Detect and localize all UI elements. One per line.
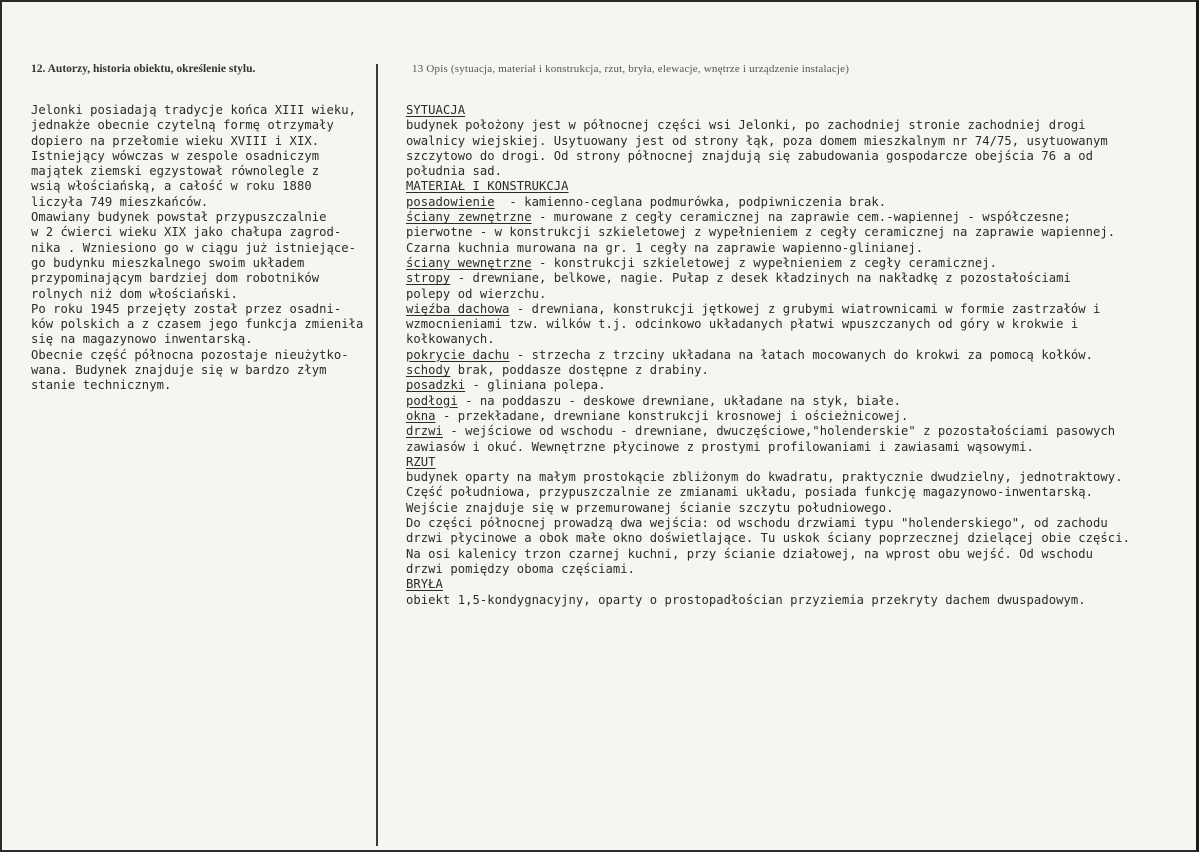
history-line: Po roku 1945 przejęty został przez osadni- bbox=[31, 301, 342, 316]
history-line: nika . Wzniesiono go w ciągu już istniejące- bbox=[31, 240, 357, 255]
section-12-header: 12. Autorzy, historia obiektu, określenie stylu. bbox=[31, 63, 256, 75]
history-line: Obecnie część północna pozostaje nieużytko- bbox=[31, 347, 349, 362]
description-line bbox=[406, 118, 1196, 133]
history-line: liczyła 749 mieszkańców. bbox=[31, 194, 209, 209]
history-line: ków polskich a z czasem jego funkcja zmieniła bbox=[31, 317, 364, 332]
description-text: - strzecha z trzciny układana na łatach mocowanych do krokwi za pomocą kołków. bbox=[509, 347, 1094, 362]
history-line: majątek ziemski egzystował równolegle z bbox=[31, 164, 320, 179]
description-line bbox=[406, 378, 1196, 393]
description-text: - drewniane, belkowe, nagie. Pułap z desek kładzinych na nakładkę z pozostałościami bbox=[450, 271, 1071, 286]
description-text: zawiasów i okuć. Wewnętrzne płycinowe z prostymi profilowaniami i zawiasami wąsowymi. bbox=[406, 439, 1034, 454]
description-line bbox=[406, 440, 1196, 455]
description-line bbox=[406, 424, 1196, 439]
history-line: go budynku mieszkalnego swoim układem bbox=[31, 255, 305, 270]
section-term: posadzki bbox=[406, 378, 466, 393]
history-line: Omawiany budynek powstał przypuszczalnie bbox=[31, 210, 327, 225]
description-line bbox=[406, 271, 1196, 286]
description-line bbox=[406, 287, 1196, 302]
description-text: - konstrukcji szkieletowej z wypełnieniem z cegły ceramicznej. bbox=[531, 255, 998, 270]
description-text: drzwi płycinowe a obok małe okno doświetlające. Tu uskok ściany poprzecznej dzielącej obie części. bbox=[406, 531, 1130, 546]
description-text: Na osi kalenicy trzon czarnej kuchni, przy ścianie działowej, na wprost obu wejść. Od wschodu bbox=[406, 546, 1094, 561]
description-line bbox=[406, 348, 1196, 363]
section-term: drzwi bbox=[406, 424, 443, 439]
description-text: polepy od wierzchu. bbox=[406, 286, 547, 301]
section-term: ściany zewnętrzne bbox=[406, 210, 532, 225]
description-text: Czarna kuchnia murowana na gr. 1 cegły na zaprawie wapienno-glinianej. bbox=[406, 240, 924, 255]
description-line bbox=[406, 485, 1196, 500]
description-line bbox=[406, 501, 1196, 516]
history-line: jednakże obecnie czytelną formę otrzymały bbox=[31, 118, 334, 133]
description-line bbox=[406, 241, 1196, 256]
description-line bbox=[406, 470, 1196, 485]
section-term: podłogi bbox=[406, 393, 458, 408]
section-term: ściany wewnętrzne bbox=[406, 255, 532, 270]
section-term: MATERIAŁ I KONSTRUKCJA bbox=[406, 179, 569, 194]
description-text: - drewniana, konstrukcji jętkowej z grubymi wiatrownicami w formie zastrzałów i bbox=[509, 301, 1101, 316]
section-term: posadowienie bbox=[406, 194, 495, 209]
description-line bbox=[406, 179, 1196, 194]
description-text: - na poddaszu - deskowe drewniane, układane na styk, białe. bbox=[457, 393, 901, 408]
description-text: - wejściowe od wschodu - drewniane, dwuczęściowe,"holenderskie" z pozostałościami pasowych bbox=[442, 424, 1116, 439]
description-line bbox=[406, 134, 1196, 149]
history-line: się na magazynowo inwentarską. bbox=[31, 332, 253, 347]
history-line: rolnych niż dom włościański. bbox=[31, 286, 238, 301]
description-text: Do części północnej prowadzą dwa wejścia: od wschodu drzwiami typu "holenderskiego", od zachodu bbox=[406, 516, 1108, 531]
description-line bbox=[406, 256, 1196, 271]
description-text: wzmocnieniami tzw. wilków t.j. odcinkowo układanych płatwi wpuszczanych od góry w krokwie i bbox=[406, 317, 1079, 332]
description-line bbox=[406, 149, 1196, 164]
section-term: stropy bbox=[406, 271, 451, 286]
column-divider bbox=[376, 64, 378, 846]
section-13-header: 13 Opis (sytuacja, materiał i konstrukcja, rzut, bryła, elewacje, wnętrze i urządzenie instalacje) bbox=[412, 63, 850, 75]
description-line bbox=[406, 531, 1196, 546]
description-line bbox=[406, 455, 1196, 470]
description-line bbox=[406, 577, 1196, 592]
description-line bbox=[406, 210, 1196, 225]
section-term: więźba dachowa bbox=[406, 301, 510, 316]
description-text: kołkowanych. bbox=[406, 332, 495, 347]
description-line bbox=[406, 317, 1196, 332]
description-line bbox=[406, 195, 1196, 210]
description-text: budynek położony jest w północnej części wsi Jelonki, po zachodniej stronie zachodniej drogi bbox=[406, 118, 1086, 133]
description-text: - przekładane, drewniane konstrukcji krosnowej i ościeżnicowej. bbox=[435, 408, 909, 423]
description-line bbox=[406, 547, 1196, 562]
description-line bbox=[406, 363, 1196, 378]
section-term: okna bbox=[406, 408, 436, 423]
description-line bbox=[406, 516, 1196, 531]
description-line bbox=[406, 164, 1196, 179]
history-line: wana. Budynek znajduje się w bardzo złym bbox=[31, 363, 327, 378]
history-line: dopiero na przełomie wieku XVIII i XIX. bbox=[31, 133, 320, 148]
description-text: Wejście znajduje się w przemurowanej ścianie szczytu południowego. bbox=[406, 500, 894, 515]
history-line: Jelonki posiadają tradycje końca XIII wieku, bbox=[31, 103, 357, 117]
description-line bbox=[406, 225, 1196, 240]
section-term: pokrycie dachu bbox=[406, 347, 510, 362]
description-text: drzwi pomiędzy oboma częściami. bbox=[406, 561, 636, 576]
section-term: SYTUACJA bbox=[406, 103, 466, 117]
description-text: - gliniana polepa. bbox=[465, 378, 606, 393]
history-line: stanie technicznym. bbox=[31, 378, 172, 393]
history-line: przypominającym bardziej dom robotników bbox=[31, 271, 320, 286]
description-text: pierwotne - w konstrukcji szkieletowej z wypełnieniem z cegły ceramicznej na zaprawie wapiennej. bbox=[406, 225, 1116, 240]
history-line: w 2 ćwierci wieku XIX jako chałupa zagrod- bbox=[31, 225, 342, 240]
description-text: - murowane z cegły ceramicznej na zaprawie cem.-wapiennej - współczesne; bbox=[531, 210, 1071, 225]
history-text-column bbox=[31, 103, 373, 394]
description-line bbox=[406, 103, 1196, 118]
section-term: BRYŁA bbox=[406, 577, 443, 592]
section-term: schody bbox=[406, 363, 451, 378]
description-text: południa sad. bbox=[406, 164, 503, 179]
description-text: - kamienno-ceglana podmurówka, podpiwniczenia brak. bbox=[494, 194, 887, 209]
history-line: wsią włościańską, a całość w roku 1880 bbox=[31, 179, 312, 194]
description-line bbox=[406, 302, 1196, 317]
description-line bbox=[406, 332, 1196, 347]
description-line bbox=[406, 409, 1196, 424]
description-text: brak, poddasze dostępne z drabiny. bbox=[450, 363, 709, 378]
description-line bbox=[406, 593, 1196, 608]
section-term: RZUT bbox=[406, 454, 436, 469]
description-text: szczytowo do drogi. Od strony północnej znajdują się zabudowania gospodarcze obejścia 76 a od bbox=[406, 148, 1094, 163]
description-text: obiekt 1,5-kondygnacyjny, oparty o prostopadłościan przyziemia przekryty dachem dwuspadowym. bbox=[406, 592, 1086, 607]
description-text: Część południowa, przypuszczalnie ze zmianami układu, posiada funkcję magazynowo-inwentarską. bbox=[406, 485, 1094, 500]
history-line: Istniejący wówczas w zespole osadniczym bbox=[31, 148, 320, 163]
description-text: budynek oparty na małym prostokącie zbliżonym do kwadratu, praktycznie dwudzielny, jednotraktowy. bbox=[406, 470, 1123, 485]
description-line bbox=[406, 562, 1196, 577]
description-text: owalnicy wiejskiej. Usytuowany jest od strony łąk, poza domem mieszkalnym nr 74/75, usytuowanym bbox=[406, 133, 1108, 148]
description-line bbox=[406, 394, 1196, 409]
description-text-column bbox=[406, 103, 1196, 608]
